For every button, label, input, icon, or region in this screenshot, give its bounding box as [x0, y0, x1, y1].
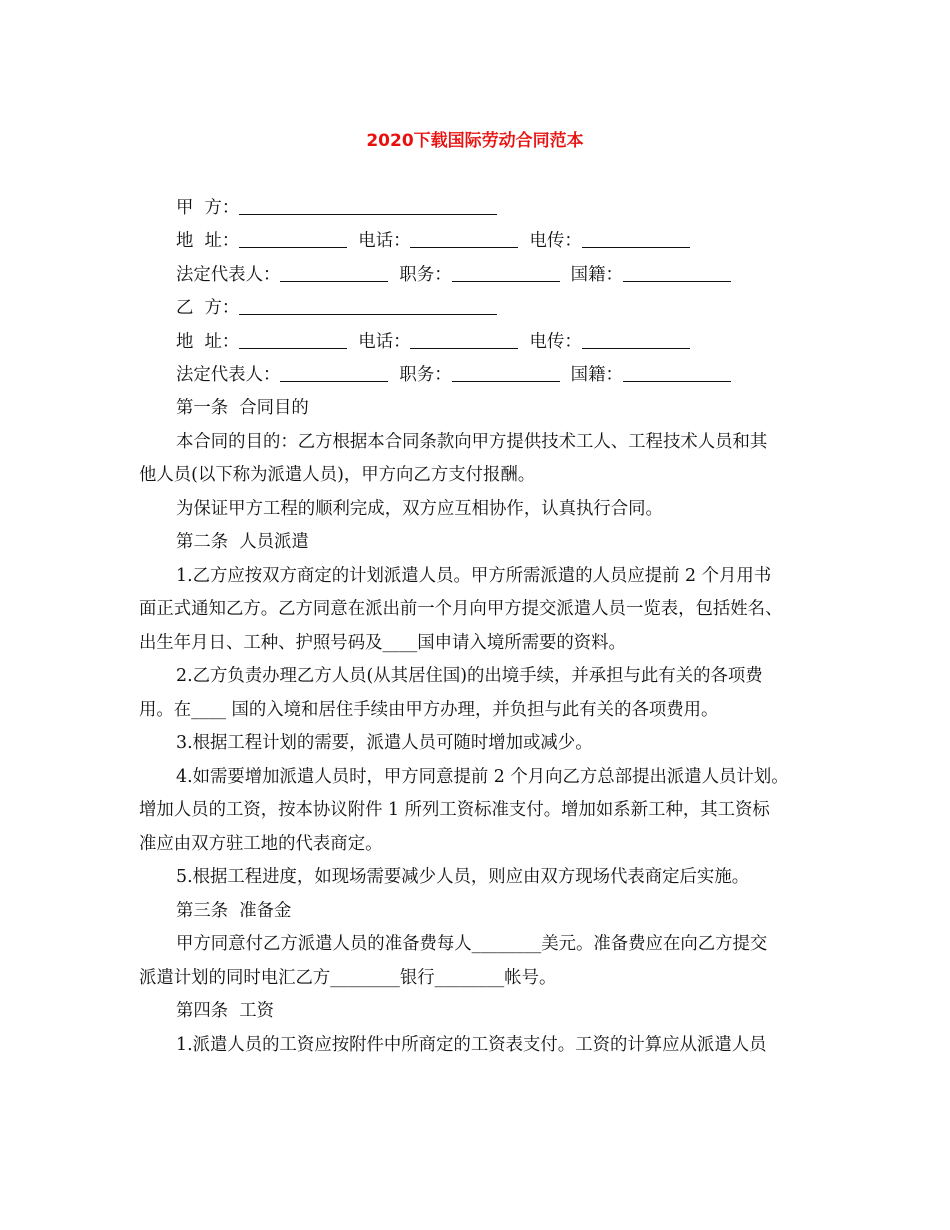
legal-rep-blank: [280, 365, 388, 382]
paragraph-line: 2.乙方负责办理乙方人员(从其居住国)的出境手续，并承担与此有关的各项费: [176, 666, 763, 686]
position-label: 职务：: [399, 265, 452, 285]
paragraph-line: 出生年月日、工种、护照号码及____国申请入境所需要的资料。: [139, 633, 626, 653]
paragraph-line: 派遣计划的同时电汇乙方________银行________帐号。: [139, 968, 557, 988]
party-b-line: [176, 296, 876, 320]
fax-label: 电传：: [529, 332, 582, 352]
paragraph-line: 1.派遣人员的工资应按附件中所商定的工资表支付。工资的计算应从派遣人员: [176, 1035, 767, 1055]
legal-rep-label: 法定代表人：: [176, 265, 281, 285]
position-blank: [452, 265, 560, 282]
fax-blank: [582, 332, 690, 349]
address-blank: [239, 231, 347, 248]
party-a-line: [176, 196, 876, 220]
fax-blank: [582, 231, 690, 248]
nationality-blank: [623, 265, 731, 282]
phone-label: 电话：: [358, 231, 411, 251]
paragraph-line: 3.根据工程计划的需要，派遣人员可随时增加或减少。: [176, 733, 593, 753]
party-b-rep-line: [176, 363, 876, 387]
party-a-rep-line: [176, 263, 876, 287]
article-heading: 第三条 准备金: [176, 901, 292, 921]
address-blank: [239, 332, 347, 349]
nationality-blank: [623, 365, 731, 382]
document-title: 2020下载国际劳动合同范本: [366, 131, 584, 151]
party-a-blank: [239, 198, 497, 215]
paragraph-line: 甲方同意付乙方派遣人员的准备费每人________美元。准备费应在向乙方提交: [176, 934, 768, 954]
paragraph-line: 4.如需要增加派遣人员时，甲方同意提前 2 个月向乙方总部提出派遣人员计划。: [176, 767, 789, 787]
article-heading: 第一条 合同目的: [176, 398, 309, 418]
paragraph-line: 为保证甲方工程的顺利完成，双方应互相协作，认真执行合同。: [176, 499, 663, 519]
paragraph-line: 准应由双方驻工地的代表商定。: [139, 834, 383, 854]
article-heading: 第二条 人员派遣: [176, 532, 309, 552]
address-label: 地 址：: [176, 332, 240, 352]
legal-rep-blank: [280, 265, 388, 282]
party-a-label: 甲 方：: [176, 198, 240, 218]
party-b-contact-line: [176, 330, 876, 354]
phone-label: 电话：: [358, 332, 411, 352]
position-label: 职务：: [399, 365, 452, 385]
paragraph-line: 5.根据工程进度，如现场需要减少人员，则应由双方现场代表商定后实施。: [176, 867, 750, 887]
article-heading: 第四条 工资: [176, 1001, 275, 1021]
legal-rep-label: 法定代表人：: [176, 365, 281, 385]
phone-blank: [410, 231, 518, 248]
party-a-contact-line: [176, 229, 876, 253]
paragraph-line: 增加人员的工资，按本协议附件 1 所列工资标准支付。增加如系新工种，其工资标: [139, 800, 770, 820]
position-blank: [452, 365, 560, 382]
address-label: 地 址：: [176, 231, 240, 251]
paragraph-line: 本合同的目的：乙方根据本合同条款向甲方提供技术工人、工程技术人员和其: [176, 432, 768, 452]
party-b-label: 乙 方：: [176, 298, 240, 318]
phone-blank: [410, 332, 518, 349]
paragraph-line: 用。在____ 国的入境和居住手续由甲方办理，并负担与此有关的各项费用。: [139, 700, 719, 720]
paragraph-line: 面正式通知乙方。乙方同意在派出前一个月向甲方提交派遣人员一览表，包括姓名、: [139, 599, 783, 619]
fax-label: 电传：: [529, 231, 582, 251]
party-b-blank: [239, 298, 497, 315]
nationality-label: 国籍：: [570, 265, 623, 285]
paragraph-line: 1.乙方应按双方商定的计划派遣人员。甲方所需派遣的人员应提前 2 个月用书: [176, 566, 772, 586]
paragraph-line: 他人员(以下称为派遣人员)，甲方向乙方支付报酬。: [139, 465, 536, 485]
nationality-label: 国籍：: [570, 365, 623, 385]
